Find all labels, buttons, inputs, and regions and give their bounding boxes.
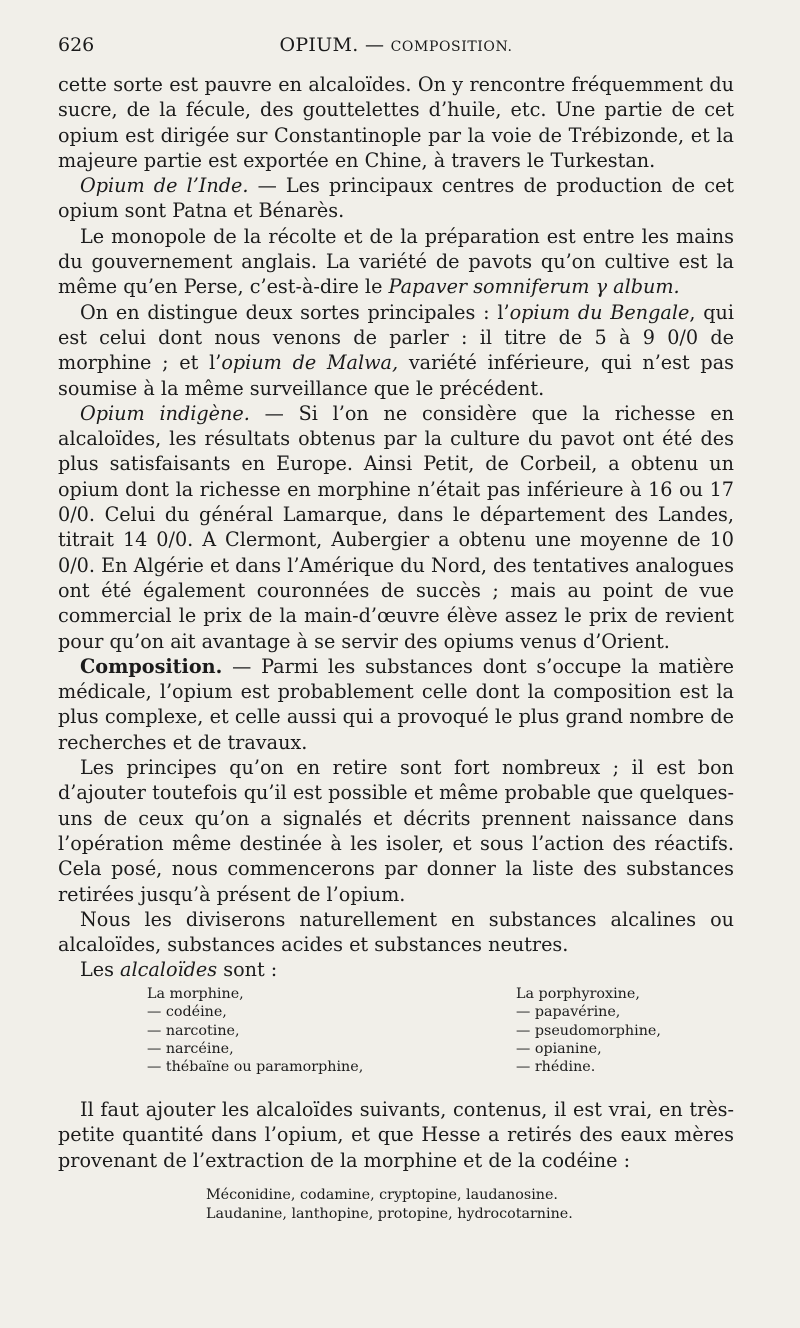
- list-item: — codéine,: [147, 1004, 227, 1021]
- list-item: — narcéine,: [147, 1040, 234, 1057]
- paragraph-text: Les: [80, 958, 121, 982]
- list-line: Méconidine, codamine, cryptopine, laudanosine.: [206, 1187, 558, 1203]
- paragraph-text: , qui est celui dont nous venons de parler : il titre de 5 à 9 0/0 de morphine ; et l’: [58, 300, 734, 375]
- paragraph-text: sont :: [217, 958, 278, 982]
- list-item: La morphine,: [147, 986, 244, 1002]
- paragraph: Nous les diviserons naturellement en substances alcalines ou alcaloïdes, substances acides et substances neutres.: [58, 907, 734, 957]
- paragraph: [58, 654, 734, 755]
- list-line: Laudanine, lanthopine, protopine, hydrocotarnine.: [206, 1206, 573, 1222]
- section-title: Opium indigène.: [80, 401, 250, 425]
- paragraph-text: Le monopole de la récolte et de la préparation est entre les mains du gouvernement anglais. La variété de pavots qu’on cultive est la même qu’en Perse, c’est-à-dire le: [58, 224, 734, 299]
- paragraph-text: On en distingue deux sortes principales : l’: [80, 300, 510, 324]
- list-item: — rhédine.: [516, 1059, 596, 1076]
- running-header: [58, 34, 734, 58]
- list-item: — opianine,: [516, 1040, 602, 1057]
- alkaloid-list-left: [147, 985, 363, 1076]
- list-item: La porphyroxine,: [516, 986, 640, 1002]
- paragraph: [58, 957, 734, 982]
- term: opium du Bengale: [509, 300, 690, 324]
- paragraph-text: — Si l’on ne considère que la richesse en alcaloïdes, les résultats obtenus par la culture du pavot ont été des plus satisfaisants en Europe. Ainsi Petit, de Corbeil, a obtenu un opium dont la richesse en morphine n’était pas inférieure à 16 ou 17 0/0. Celui du général Lamarque, dans le département des Landes, titrait 14 0/0. A Clermont, Aubergier a obtenu une moyenne de 10 0/0. En Algérie et dans l’Amérique du Nord, des tentatives analogues ont été également couronnées de succès ; mais au point de vue commercial le prix de la main-d’œuvre élève assez le prix de revient pour qu’on ait avantage à se servir des opiums venus d’Orient.: [58, 401, 734, 653]
- paragraph: [58, 401, 734, 654]
- list-item: — thébaïne ou paramorphine,: [147, 1059, 364, 1076]
- body-text-continued: [58, 1097, 734, 1173]
- section-title: Opium de l’Inde.: [80, 174, 249, 198]
- list-item: — narcotine,: [147, 1022, 240, 1039]
- paragraph: Il faut ajouter les alcaloïdes suivants, contenus, il est vrai, en très-petite quantité dans l’opium, et que Hesse a retirés des eaux mères provenant de l’extraction de la morphine et de la codéine :: [58, 1098, 734, 1172]
- term: opium de Malwa,: [221, 351, 399, 375]
- paragraph: Les principes qu’on en retire sont fort nombreux ; il est bon d’ajouter toutefois qu’il est possible et même probable que quelques-uns de ceux qu’on a signalés et décrits prennent naissance dans l’opération même destinée à les isoler, et sous l’action des réactifs. Cela posé, nous commencerons par donner la liste des substances retirées jusqu’à présent de l’opium.: [58, 756, 734, 906]
- paragraph: [58, 173, 734, 224]
- body-text: [58, 72, 734, 983]
- additional-alkaloids: [206, 1186, 573, 1224]
- paragraph: [58, 224, 734, 300]
- section-heading: Composition.: [80, 654, 223, 678]
- paragraph: cette sorte est pauvre en alcaloïdes. On y rencontre fréquemment du sucre, de la fécule, des gouttelettes d’huile, etc. Une partie de cet opium est dirigée sur Constantinople par la voie de Trébizonde, et la majeure partie est exportée en Chine, à travers le Turkestan.: [58, 73, 734, 172]
- paragraph-text: variété inférieure, qui n’est pas soumise à la même surveillance que le précédent.: [58, 351, 734, 400]
- list-item: — pseudomorphine,: [516, 1022, 661, 1039]
- alkaloid-list-right: [516, 985, 661, 1076]
- header-title: [58, 34, 734, 56]
- header-title-sub: COMPOSITION.: [390, 39, 513, 55]
- term: alcaloïdes: [120, 958, 218, 982]
- page-number: 626: [58, 34, 95, 56]
- species-name: Papaver somniferum γ album.: [388, 275, 680, 299]
- paragraph-text: — Les principaux centres de production de cet opium sont Patna et Bénarès.: [58, 174, 735, 223]
- header-title-main: OPIUM. —: [279, 34, 385, 56]
- paragraph-text: — Parmi les substances dont s’occupe la matière médicale, l’opium est probablement celle dont la composition est la plus complexe, et celle aussi qui a provoqué le plus grand nombre de recherches et de travaux.: [58, 654, 734, 754]
- paragraph: [58, 300, 734, 401]
- list-item: — papavérine,: [516, 1004, 621, 1021]
